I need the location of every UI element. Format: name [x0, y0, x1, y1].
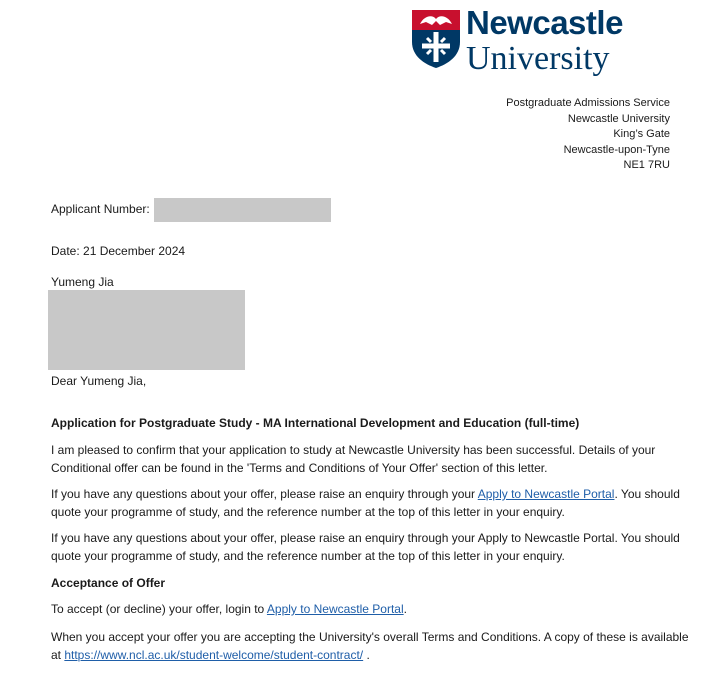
logo-text-university: University	[466, 40, 610, 77]
university-logo	[410, 4, 642, 77]
text: .	[363, 648, 370, 662]
text: . You should quote your programme of study, and the reference number at the top of this letter in your enquiry.	[51, 487, 680, 519]
applicant-number-label: Applicant Number:	[51, 202, 150, 216]
apply-portal-link[interactable]: Apply to Newcastle Portal	[266, 602, 404, 616]
salutation: Dear Yumeng Jia,	[51, 374, 147, 388]
redacted-applicant-number	[154, 198, 331, 222]
sender-address	[506, 96, 670, 174]
recipient-name: Yumeng Jia	[51, 275, 114, 289]
address-line: Newcastle University	[567, 112, 670, 125]
address-line: King’s Gate	[613, 128, 670, 141]
paragraph-questions	[51, 485, 691, 521]
paragraph-confirmation: I am pleased to confirm that your application to study at Newcastle University has been successful. Details of your Conditional offer can be found in the 'Terms and Conditions of Your Offer' section of this letter.	[51, 443, 656, 475]
paragraph-accept	[51, 600, 691, 618]
logo-text-newcastle: Newcastle	[466, 4, 623, 41]
text: .	[403, 602, 407, 616]
address-line: NE1 7RU	[623, 159, 670, 172]
address-line: Postgraduate Admissions Service	[506, 97, 670, 109]
letter-subject: Application for Postgraduate Study - MA International Development and Education (full-time)	[51, 416, 580, 430]
text: If you have any questions about your offer, please raise an enquiry through your	[51, 487, 478, 501]
letter-date: Date: 21 December 2024	[51, 244, 186, 258]
crest-icon	[410, 8, 462, 70]
apply-portal-link[interactable]: Apply to Newcastle Portal	[477, 487, 615, 501]
text: When you accept your offer you are accepting the University's overall Terms and Conditions. A copy of these is available at	[51, 630, 689, 662]
acceptance-heading: Acceptance of Offer	[51, 576, 166, 590]
paragraph-terms	[51, 628, 691, 664]
paragraph-questions-repeat: If you have any questions about your offer, please raise an enquiry through your Apply to Newcastle Portal. You should quote your programme of study, and the reference number at the top of this letter in your enquiry.	[51, 531, 680, 563]
text: To accept (or decline) your offer, login to	[51, 602, 267, 616]
redacted-recipient-address	[48, 290, 245, 370]
student-contract-link[interactable]: https://www.ncl.ac.uk/student-welcome/student-contract/	[64, 648, 364, 662]
address-line: Newcastle-upon-Tyne	[563, 143, 670, 156]
